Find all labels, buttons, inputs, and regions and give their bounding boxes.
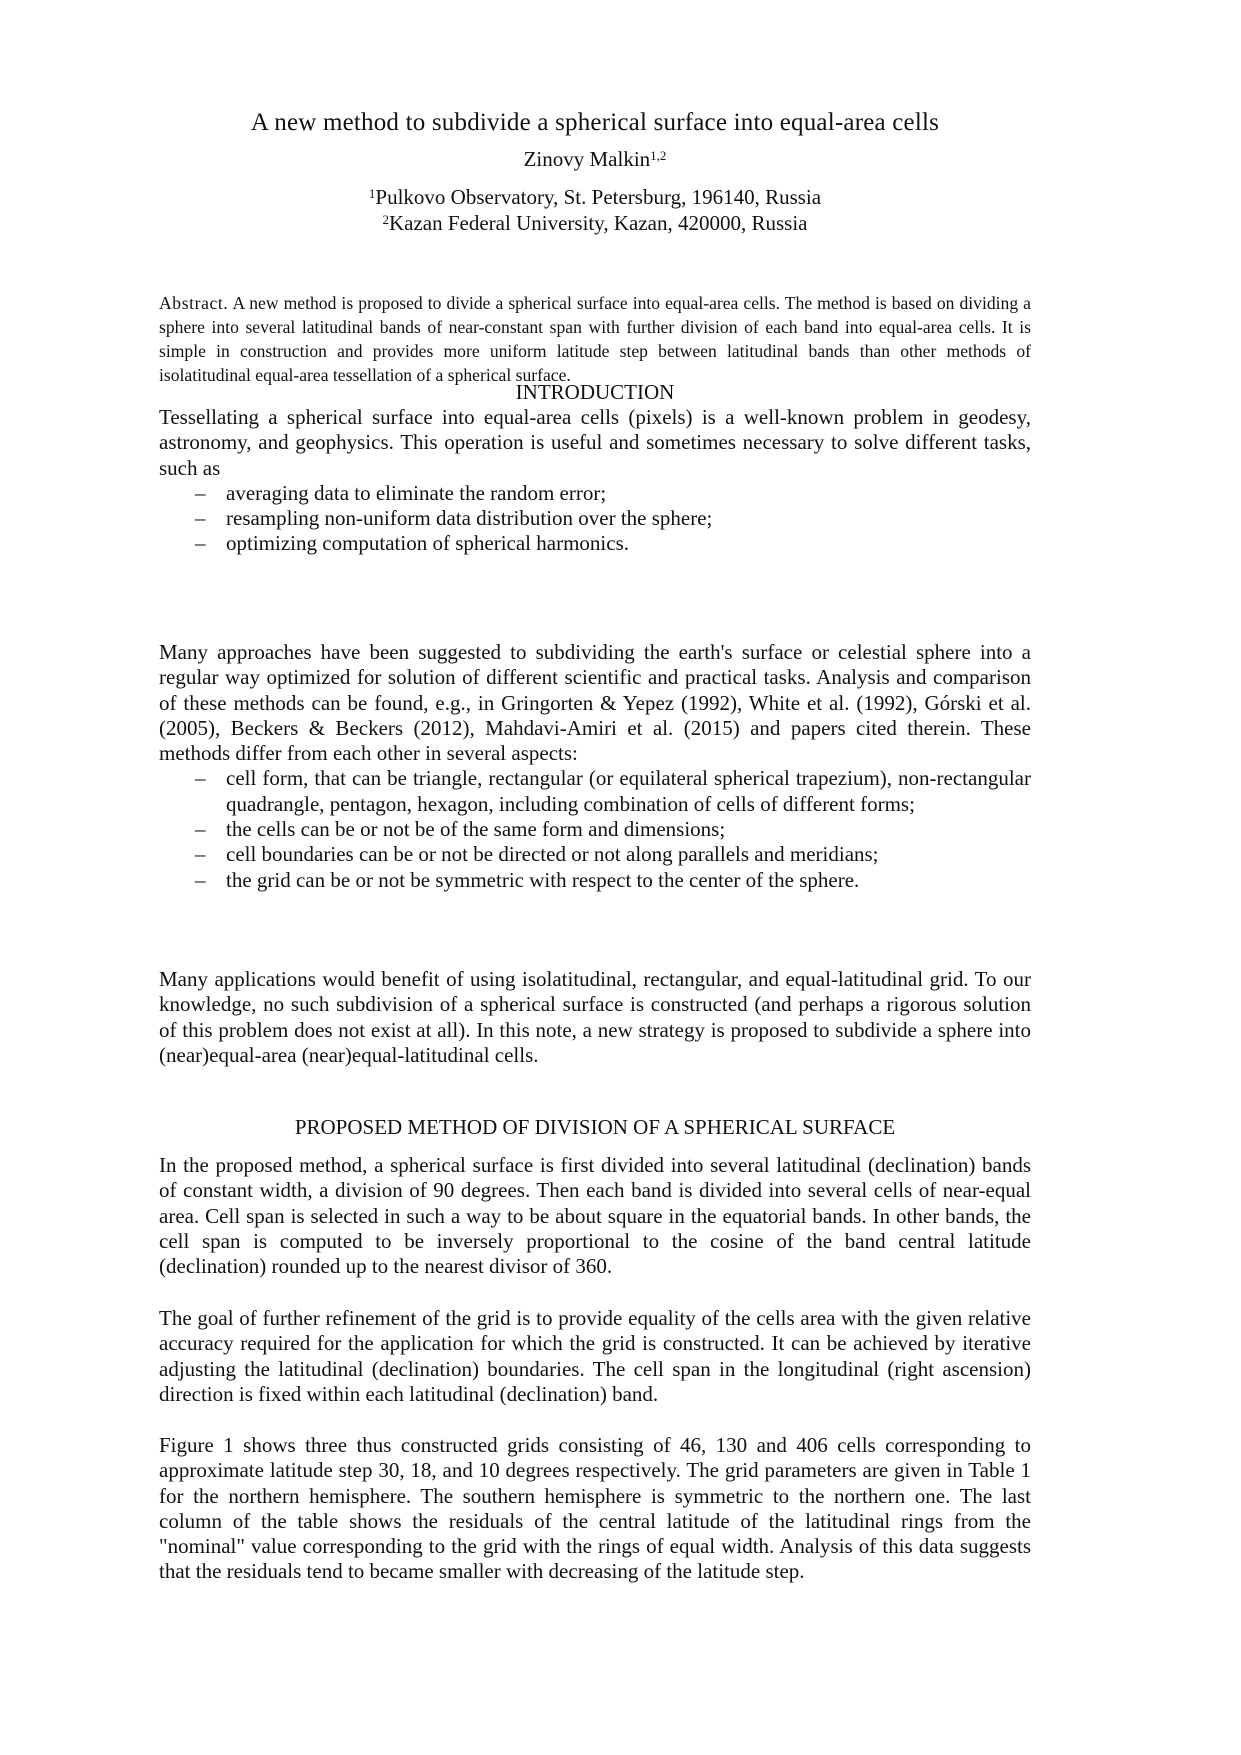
method-paragraph-2: The goal of further refinement of the grid is to provide equality of the cells area with the given relative accuracy required for the application for which the grid is constructed. It can be achieved by iterative adjusting the latitudinal (declination) boundaries. The cell span in the longitudinal (right ascension) direction is fixed within each latitudinal (declination) band. [159,1306,1031,1406]
list-item [159,868,1031,893]
introduction-paragraph: Tessellating a spherical surface into equal-area cells (pixels) is a well-known problem in geodesy, astronomy, and geophysics. This operation is useful and sometimes necessary to solve different tasks, such as [159,405,1031,480]
dash-bullet: – [195,817,206,842]
author-line [159,146,1031,172]
affiliation-2 [159,210,1031,236]
method-paragraph-3: Figure 1 shows three thus constructed grids consisting of 46, 130 and 406 cells corresponding to approximate latitude step 30, 18, and 10 degrees respectively. The grid parameters are given in Table 1 for the northern hemisphere. The southern hemisphere is symmetric to the northern one. The last column of the table shows the residuals of the central latitude of the latitudinal rings from the "nominal" value corresponding to the grid with the rings of equal width. Analysis of this data suggests that the residuals tend to became smaller with decreasing of the latitude step. [159,1433,1031,1584]
affiliation-mark: 1 [368,186,376,201]
dash-bullet: – [195,766,206,791]
dash-bullet: – [195,842,206,867]
list-item-text: the cells can be or not be of the same form and dimensions; [226,817,726,842]
approaches-block [159,640,1031,893]
list-item [159,842,1031,867]
aspect-list [159,766,1031,892]
list-item-text: resampling non-uniform data distribution over the sphere; [226,506,713,531]
list-item [159,817,1031,842]
paper-title: A new method to subdivide a spherical surface into equal-area cells [250,109,940,136]
introduction-closing-paragraph: Many applications would benefit of using isolatitudinal, rectangular, and equal-latitudinal grid. To our knowledge, no such subdivision of a spherical surface is constructed (and perhaps a rigorous solution of this problem does not exist at all). In this note, a new strategy is proposed to subdivide a sphere into (near)equal-area (near)equal-latitudinal cells. [159,967,1031,1067]
list-item-text: cell form, that can be triangle, rectangular (or equilateral spherical trapezium), non-rectangular quadrangle, pentagon, hexagon, including combination of cells of different forms; [226,766,1031,816]
affiliation-text: Pulkovo Observatory, St. Petersburg, 196140, Russia [375,185,822,209]
dash-bullet: – [195,531,206,556]
abstract-label: Abstract. [159,293,229,313]
method-paragraph-1: In the proposed method, a spherical surface is first divided into several latitudinal (declination) bands of constant width, a division of 90 degrees. Then each band is divided into several cells of near-equal area. Cell span is selected in such a way to be about square in the equatorial bands. In other bands, the cell span is computed to be inversely proportional to the cosine of the band central latitude (declination) rounded up to the nearest divisor of 360. [159,1153,1031,1279]
author-name: Zinovy Malkin [523,147,651,171]
list-item-text: optimizing computation of spherical harmonics. [226,531,629,556]
list-item [159,766,1031,817]
approaches-paragraph: Many approaches have been suggested to subdividing the earth's surface or celestial sphere into a regular way optimized for solution of different scientific and practical tasks. Analysis and comparison of these methods can be found, e.g., in Gringorten & Yepez (1992), White et al. (1992), Górski et al. (2005), Beckers & Beckers (2012), Mahdavi-Amiri et al. (2015) and papers cited therein. These methods differ from each other in several aspects: [159,640,1031,766]
abstract [159,291,1031,387]
section-heading-proposed-method: PROPOSED METHOD OF DIVISION OF A SPHERICAL SURFACE [294,1115,896,1139]
list-item-text: averaging data to eliminate the random error; [226,480,607,505]
dash-bullet: – [195,506,206,531]
dash-bullet: – [195,480,206,505]
list-item [159,506,1031,531]
list-item [159,481,1031,506]
affiliation-text: Kazan Federal University, Kazan, 420000, Russia [388,211,808,235]
author-affiliation-marks: 1,2 [650,148,667,163]
introduction-block [159,405,1031,557]
abstract-text: A new method is proposed to divide a spherical surface into equal-area cells. The method is based on dividing a sphere into several latitudinal bands of near-constant span with further division of each band into equal-area cells. It is simple in construction and provides more uniform latitude step between latitudinal bands than other methods of isolatitudinal equal-area tessellation of a spherical surface. [159,293,1031,385]
list-item-text: cell boundaries can be or not be directed or not along parallels and meridians; [226,842,879,867]
affiliation-1 [159,184,1031,210]
affiliation-mark: 2 [382,212,389,227]
section-heading-introduction: INTRODUCTION [515,380,675,404]
list-item [159,531,1031,556]
task-list [159,481,1031,557]
dash-bullet: – [195,867,206,892]
list-item-text: the grid can be or not be symmetric with respect to the center of the sphere. [226,867,860,892]
